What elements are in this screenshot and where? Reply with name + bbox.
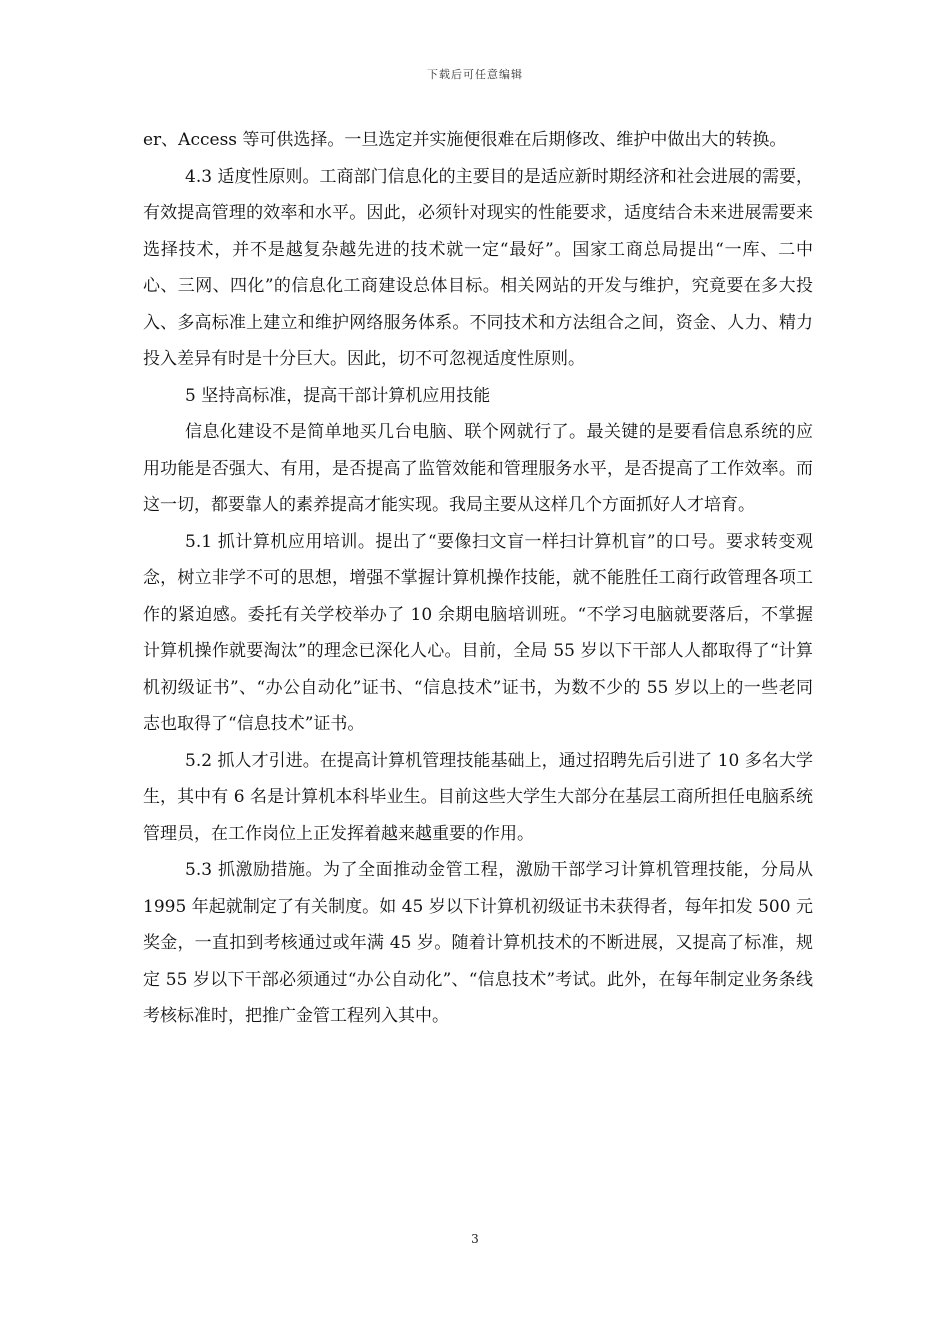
page-header: 下载后可任意编辑 xyxy=(427,68,523,81)
paragraph-5-1-training: 5.1 抓计算机应用培训。提出了“要像扫文盲一样扫计算机盲”的口号。要求转变观念，树立非学不可的思想，增强不掌握计算机操作技能，就不能胜任工商行政管理各项工作的紧迫感。委托有关学校举办了 10 余期电脑培训班。“不学习电脑就要落后，不掌握计算机操作就要淘汰”的理念已深化人心。目前，全局 55 岁以下干部人人都取得了“计算机初级证书”、“办公自动化”证书、“信息技术”证书，为数不少的 55 岁以上的一些老同志也取得了“信息技术”证书。 xyxy=(143,531,813,734)
page-number: 3 xyxy=(471,1232,479,1246)
paragraph-5-intro: 信息化建设不是简单地买几台电脑、联个网就行了。最关键的是要看信息系统的应用功能是否强大、有用，是否提高了监管效能和管理服务水平，是否提高了工作效率。而这一切，都要靠人的素养提高才能实现。我局主要从这样几个方面抓好人才培育。 xyxy=(143,422,813,515)
paragraph-5-2-recruitment: 5.2 抓人才引进。在提高计算机管理技能基础上，通过招聘先后引进了 10 多名大学生，其中有 6 名是计算机本科毕业生。目前这些大学生大部分在基层工商所担任电脑系统管理员，在工作岗位上正发挥着越来越重要的作用。 xyxy=(143,750,813,844)
paragraph-5-3-incentives: 5.3 抓激励措施。为了全面推动金管工程，激励干部学习计算机管理技能，分局从 1995 年起就制定了有关制度。如 45 岁以下计算机初级证书未获得者，每年扣发 500 元奖金，一直扣到考核通过或年满 45 岁。随着计算机技术的不断进展，又提高了标准，规定 55 岁以下干部必须通过“办公自动化”、“信息技术”考试。此外，在每年制定业务条线考核标准时，把推广金管工程列入其中。 xyxy=(143,860,813,1026)
document-body xyxy=(143,122,813,1035)
paragraph-4-3-moderation-principle: 4.3 适度性原则。工商部门信息化的主要目的是适应新时期经济和社会进展的需要，有效提高管理的效率和水平。因此，必须针对现实的性能要求，适度结合未来进展需要来选择技术，并不是越复杂越先进的技术就一定“最好”。国家工商总局提出“一库、二中心、三网、四化”的信息化工商建设总体目标。相关网站的开发与维护，究竟要在多大投入、多高标准上建立和维护网络服务体系。不同技术和方法组合之间，资金、人力、精力投入差异有时是十分巨大。因此，切不可忽视适度性原则。 xyxy=(143,166,813,369)
section-heading-5: 5 坚持高标准，提高干部计算机应用技能 xyxy=(185,385,491,406)
paragraph-continuation: er、Access 等可供选择。一旦选定并实施便很难在后期修改、维护中做出大的转换。 xyxy=(143,130,787,150)
